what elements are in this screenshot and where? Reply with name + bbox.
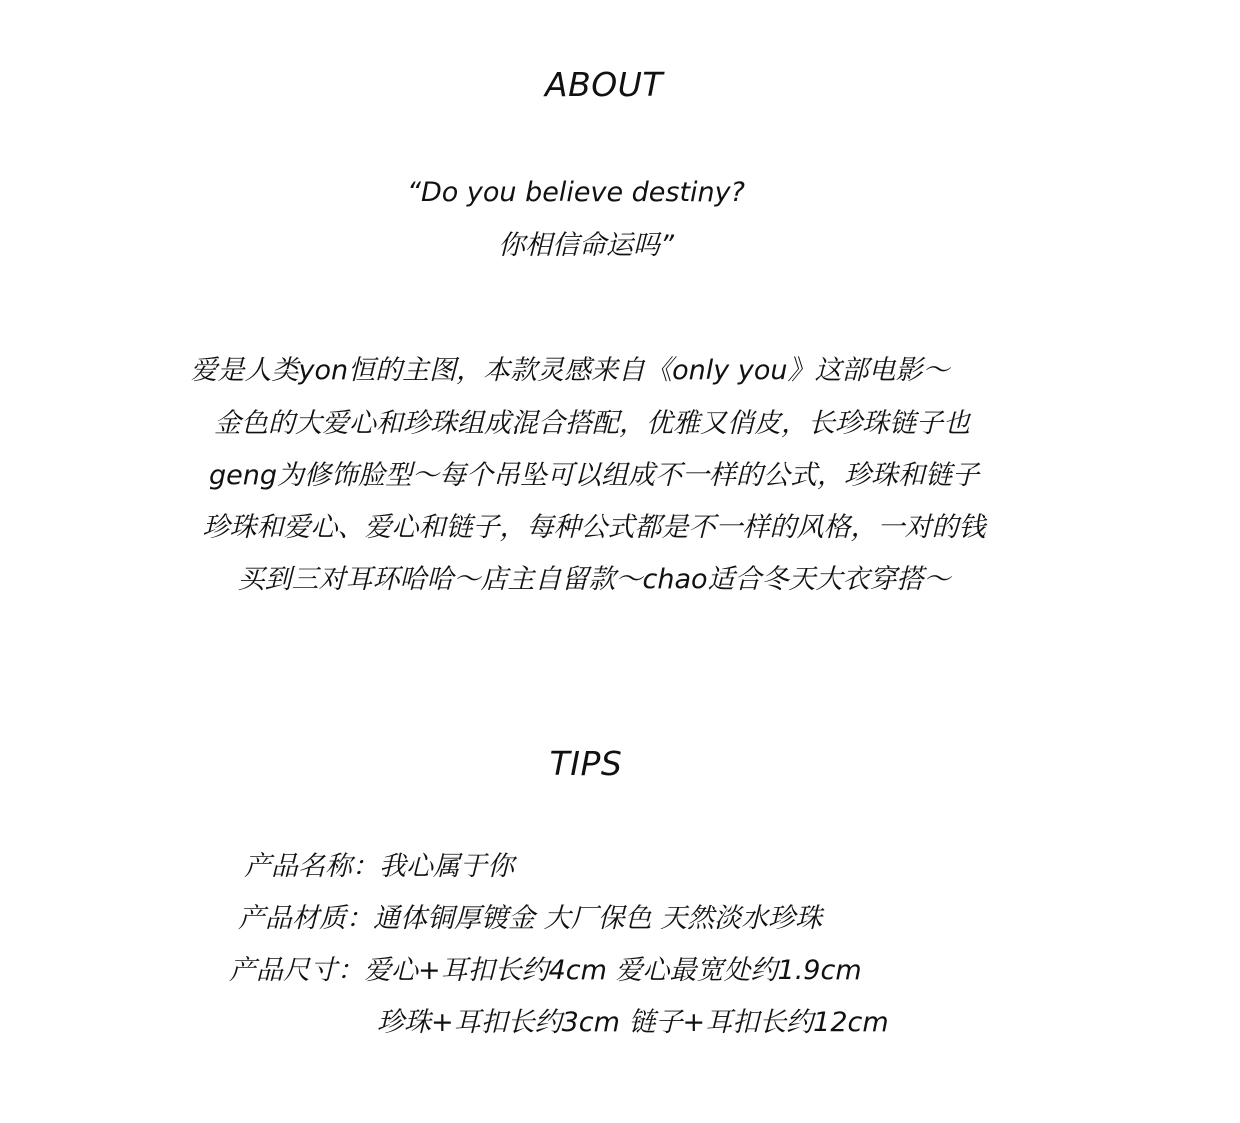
quote-english: “Do you believe destiny? bbox=[407, 177, 745, 208]
description-line: 金色的大爱心和珍珠组成混合搭配，优雅又俏皮，长珍珠链子也 bbox=[214, 408, 970, 439]
description-line: geng为修饰脸型～每个吊坠可以组成不一样的公式，珍珠和链子 bbox=[209, 460, 979, 491]
tips-heading: TIPS bbox=[549, 744, 623, 783]
quote-chinese: 你相信命运吗” bbox=[498, 230, 674, 261]
about-heading: ABOUT bbox=[545, 65, 663, 104]
description-line: 珍珠和爱心、爱心和链子，每种公式都是不一样的风格，一对的钱 bbox=[202, 512, 986, 543]
product-size: 产品尺寸：爱心+耳扣长约4cm 爱心最宽处约1.9cm bbox=[229, 955, 862, 986]
product-name: 产品名称：我心属于你 bbox=[244, 851, 514, 882]
description-line: 爱是人类yon恒的主图，本款灵感来自《only you》这部电影～ bbox=[190, 355, 950, 386]
description-line: 买到三对耳环哈哈～店主自留款～chao适合冬天大衣穿搭～ bbox=[237, 564, 951, 595]
product-size-continued: 珍珠+耳扣长约3cm 链子+耳扣长约12cm bbox=[377, 1007, 889, 1038]
product-material: 产品材质：通体铜厚镀金 大厂保色 天然淡水珍珠 bbox=[238, 903, 823, 934]
